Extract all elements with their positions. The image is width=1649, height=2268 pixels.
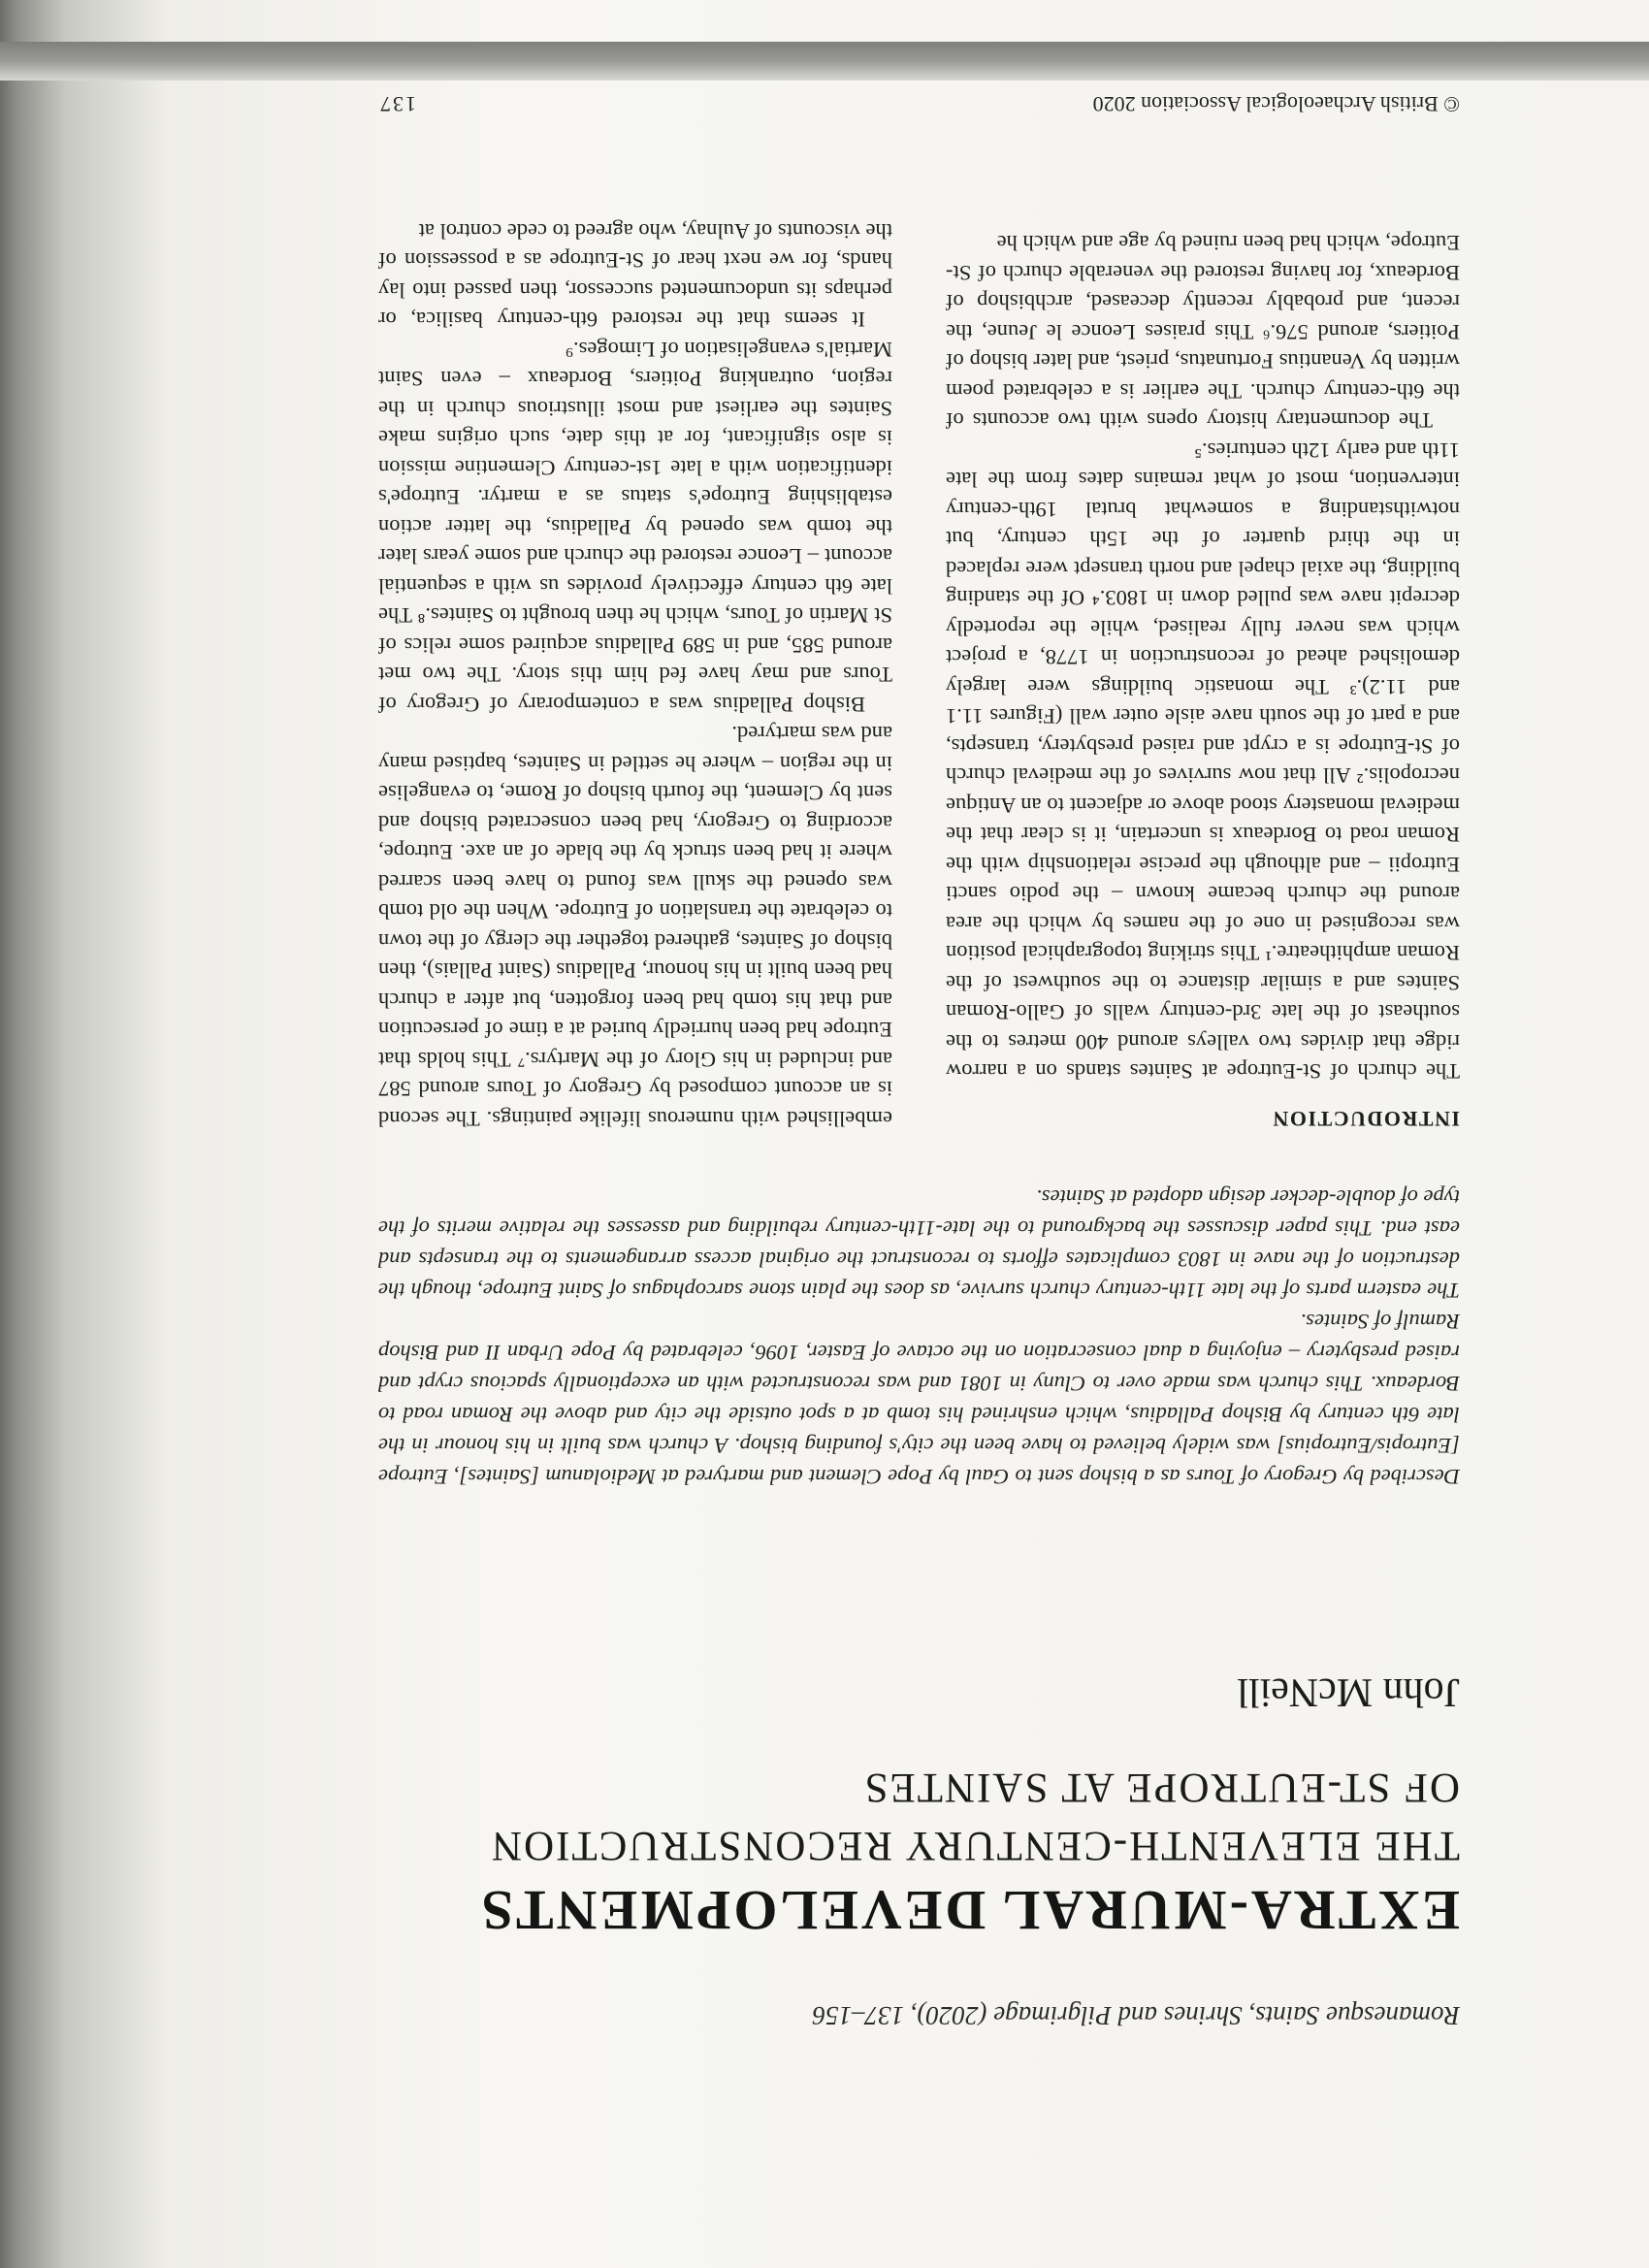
body-column-left: [946, 228, 1460, 1133]
article-title: EXTRA-MURAL DEVELOPMENTS: [478, 1879, 1460, 1942]
author-name: John McNeill: [1237, 1669, 1460, 1714]
title-block: [393, 1762, 1460, 1943]
journal-citation: Romanesque Saints, Shrines and Pilgrimage (2020), 137–156: [812, 2001, 1460, 2030]
abstract-paragraph-2: The eastern parts of the late 11th-century church survive, as does the plain stone sarcophagus of Saint Eutrope, though the destruction of the nave in 1803 complicates efforts to reconstruct the original access arrangements to the transepts and east end. This paper discusses the background to the late-11th-century rebuilding and assesses the relative merits of the type of double-decker design adopted at Saintes.: [378, 1185, 1460, 1303]
body-paragraph: embellished with numerous lifelike paintings. The second is an account composed by Gregory of Tours around 587 and included in his Glory of the Martyrs.⁷ This holds that Eutrope had been hurriedly buried at a time of persecution and that his tomb had been forgotten, but after a church had been built in his honour, Palladius (Saint Pallais), then bishop of Saintes, gathered together the clergy of the town to celebrate the translation of Eutrope. When the old tomb was opened the skull was found to have been scarred where it had been struck by the blade of an axe. Eutrope, according to Gregory, had been consecrated bishop and sent by Clement, the fourth bishop of Rome, to evangelise in the region – where he settled in Saintes, baptised many and was martyred.: [378, 722, 892, 1131]
binding-shadow: [0, 42, 1649, 81]
section-heading: INTRODUCTION: [1271, 1107, 1460, 1131]
body-paragraph: The church of St-Eutrope at Saintes stands on a narrow ridge that divides two valleys around 400 metres to the southeast of the late 3rd-century walls of Gallo-Roman Saintes and a similar distance to the southwest of the Roman amphitheatre.¹ This striking topographical position was recognised in one of the names by which the area around the church became known – the podio sancti Eutropii – and although the precise relationship with the Roman road to Bordeaux is uncertain, it is clear that the medieval monastery stood above or adjacent to an Antique necropolis.² All that now survives of the medieval church of St-Eutrope is a crypt and raised presbytery, transepts, and a part of the south nave aisle outer wall (Figures 11.1 and 11.2).³ The monastic buildings were largely demolished ahead of reconstruction in 1778, a project which was never fully realised, while the reportedly decrepit nave was pulled down in 1803.⁴ Of the standing building, the axial chapel and north transept were replaced in the third quarter of the 15th century, but notwithstanding a somewhat brutal 19th-century intervention, most of what remains dates from the late 11th and early 12th centuries.⁵: [946, 438, 1460, 1085]
article-subtitle-line-2: OF ST-EUTROPE AT SAINTES: [862, 1765, 1460, 1810]
article-subtitle-line-1: THE ELEVENTH-CENTURY RECONSTRUCTION: [489, 1823, 1460, 1868]
abstract: [378, 1182, 1460, 1492]
body-paragraph: It seems that the restored 6th-century basilica, or perhaps its undocumented successor, then passed into lay hands, for we next hear of St-Eutrope as a possession of the viscounts of Aulnay, who agreed to cede control at: [378, 219, 892, 333]
body-paragraph: Bishop Palladius was a contemporary of Gregory of Tours and may have fed him this story. The two met around 585, and in 589 Palladius acquired some relics of St Martin of Tours, which he then brought to Saintes.⁸ The late 6th century effectively provides us with a sequential account – Leonce restored the church and some years later the tomb was opened by Palladius, the latter action establishing Eutrope's status as a martyr. Eutrope's identification with a late 1st-century Clementine mission is also significant, for at this date, such origins make Saintes the earliest and most illustrious church in the region, outranking Poitiers, Bordeaux – even Saint Martial's evangelisation of Limoges.⁹: [378, 338, 892, 717]
body-paragraph: The documentary history opens with two accounts of the 6th-century church. The earlier is a celebrated poem written by Venantius Fortunatus, priest, and later bishop of Poitiers, around 576.⁶ This praises Leonce le Jeune, the recent, and probably recently deceased, archbishop of Bordeaux, for having restored the venerable church of St-Eutrope, which had been ruined by age and which he: [946, 231, 1460, 434]
copyright-notice: © British Archaeological Association 2020: [1092, 92, 1460, 116]
page-number: 137: [378, 92, 416, 116]
abstract-paragraph-1: Described by Gregory of Tours as a bishop sent to Gaul by Pope Clement and martyred at Mediolanum [Saintes], Eutrope [Eutropis/Eutropius] was widely believed to have been the city's founding bishop. A church was built in his honour in the late 6th century by Bishop Palladius, which enshrined his tomb at a spot outside the city and above the Roman road to Bordeaux. This church was made over to Cluny in 1081 and was reconstructed with an exceptionally spacious crypt and raised presbytery – enjoying a dual consecration on the octave of Easter, 1096, celebrated by Pope Urban II and Bishop Ramulf of Saintes.: [378, 1310, 1460, 1489]
body-column-right: [378, 216, 892, 1134]
